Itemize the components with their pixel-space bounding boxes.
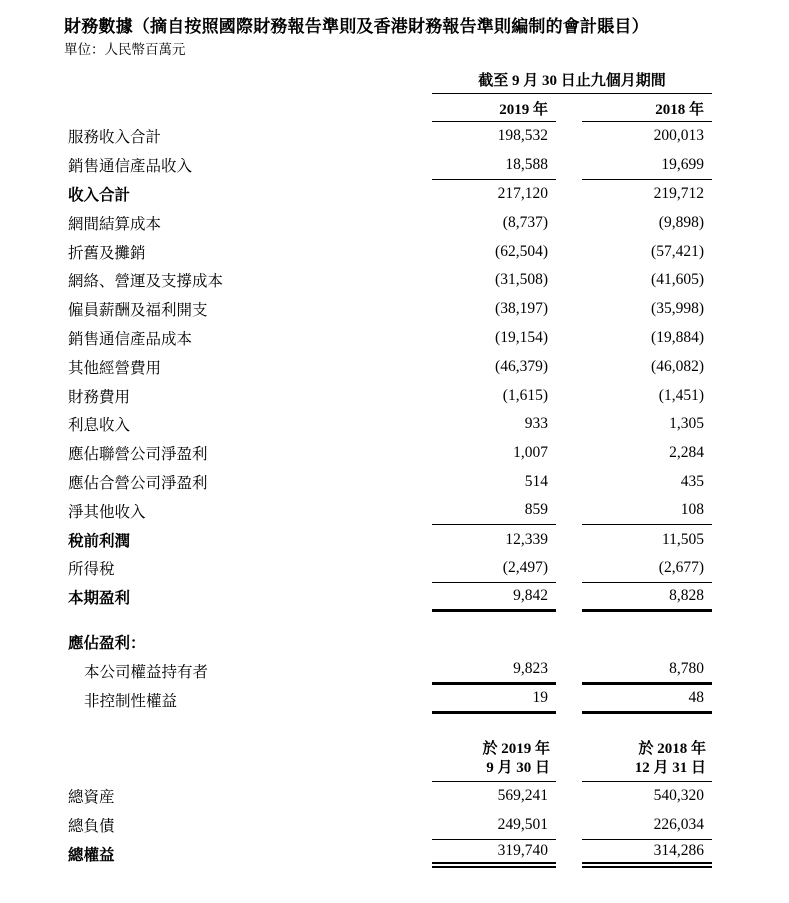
row-label: 非控制性權益 bbox=[84, 692, 178, 710]
value-cell: (2,497) bbox=[432, 554, 556, 583]
value-cell: (1,451) bbox=[658, 386, 704, 404]
spacer bbox=[64, 740, 432, 782]
row-label: 應佔合營公司淨盈利 bbox=[68, 474, 208, 492]
value-cell: 9,823 bbox=[432, 656, 556, 685]
row-label: 收入合計 bbox=[68, 186, 131, 204]
value-cell: 217,120 bbox=[497, 184, 548, 202]
column-header-2019: 2019 年 bbox=[432, 98, 556, 122]
value-cell: 314,286 bbox=[582, 840, 712, 869]
value-cell: 200,013 bbox=[653, 127, 704, 145]
value-cell: 2,284 bbox=[669, 444, 704, 462]
table-row bbox=[64, 554, 712, 583]
table-row bbox=[64, 295, 712, 324]
profit-attribution-table bbox=[64, 656, 712, 714]
value-cell: (38,197) bbox=[495, 300, 548, 318]
value-cell: (46,379) bbox=[495, 357, 548, 375]
value-cell: 11,505 bbox=[661, 530, 704, 548]
row-label: 服務收入合計 bbox=[68, 129, 162, 147]
row-label: 總負債 bbox=[68, 818, 115, 836]
balance-sheet-table bbox=[64, 782, 712, 868]
value-cell: 1,007 bbox=[513, 444, 548, 462]
header-line: 於 2019 年 bbox=[482, 740, 550, 757]
period-header: 截至 9 月 30 日止九個月期間 bbox=[432, 69, 712, 94]
value-cell bbox=[432, 628, 556, 657]
header-line: 9 月 30 日 bbox=[486, 759, 550, 776]
value-cell bbox=[582, 628, 712, 657]
profit-attribution-section bbox=[64, 628, 712, 714]
value-cell: (62,504) bbox=[495, 242, 548, 260]
column-header-2019-09-30 bbox=[432, 740, 556, 782]
value-cell: (41,605) bbox=[651, 271, 704, 289]
value-cell: 569,241 bbox=[497, 787, 548, 805]
row-label: 應佔聯營公司淨盈利 bbox=[68, 446, 208, 464]
table-row bbox=[64, 266, 712, 295]
column-header-2018: 2018 年 bbox=[582, 98, 712, 122]
value-cell: (31,508) bbox=[495, 271, 548, 289]
row-label: 淨其他收入 bbox=[68, 503, 146, 521]
table-row bbox=[64, 324, 712, 353]
row-label: 總權益 bbox=[68, 846, 115, 864]
value-cell: 19 bbox=[432, 685, 556, 714]
table-row bbox=[64, 237, 712, 266]
value-cell: (57,421) bbox=[651, 242, 704, 260]
value-cell: (8,737) bbox=[502, 213, 548, 231]
section-label: 應佔盈利： bbox=[68, 634, 146, 652]
table-row bbox=[64, 685, 712, 714]
row-label: 財務費用 bbox=[68, 388, 131, 406]
table-row bbox=[64, 525, 712, 554]
value-cell: 9,842 bbox=[432, 583, 556, 612]
value-cell: 1,305 bbox=[669, 415, 704, 433]
row-label: 其他經營費用 bbox=[68, 359, 162, 377]
unit-label: 單位：人民幣百萬元 bbox=[64, 42, 186, 57]
value-cell: 514 bbox=[524, 472, 548, 490]
year-header-row bbox=[64, 98, 712, 122]
spacer bbox=[64, 69, 432, 94]
row-label: 稅前利潤 bbox=[68, 532, 131, 550]
row-label: 本期盈利 bbox=[68, 590, 131, 608]
value-cell: 319,740 bbox=[432, 840, 556, 869]
value-cell: 12,339 bbox=[505, 530, 548, 548]
row-label: 折舊及攤銷 bbox=[68, 244, 146, 262]
value-cell: 859 bbox=[432, 496, 556, 525]
table-row bbox=[64, 381, 712, 410]
value-cell: (19,884) bbox=[651, 328, 704, 346]
section-header-row bbox=[64, 628, 712, 657]
income-statement-table bbox=[64, 122, 712, 612]
value-cell: 435 bbox=[680, 472, 704, 490]
value-cell: 48 bbox=[582, 685, 712, 714]
table-row bbox=[64, 656, 712, 685]
table-row bbox=[64, 811, 712, 840]
table-row bbox=[64, 583, 712, 612]
row-label: 銷售通信產品收入 bbox=[68, 158, 193, 176]
value-cell: (35,998) bbox=[651, 300, 704, 318]
table-row bbox=[64, 208, 712, 237]
value-cell: 933 bbox=[524, 415, 548, 433]
page-title: 財務數據（摘自按照國際財務報告準則及香港財務報告準則編制的會計賬目） bbox=[64, 17, 649, 36]
value-cell: (9,898) bbox=[658, 213, 704, 231]
header-line: 12 月 31 日 bbox=[634, 759, 706, 776]
value-cell: 8,780 bbox=[582, 656, 712, 685]
value-cell: 219,712 bbox=[653, 184, 704, 202]
value-cell: (46,082) bbox=[651, 357, 704, 375]
row-label: 僱員薪酬及福利開支 bbox=[68, 302, 208, 320]
value-cell: 19,699 bbox=[582, 151, 712, 180]
table-row bbox=[64, 782, 712, 811]
value-cell: 540,320 bbox=[653, 787, 704, 805]
row-label: 網間結算成本 bbox=[68, 215, 162, 233]
value-cell: 198,532 bbox=[497, 127, 548, 145]
value-cell: (19,154) bbox=[495, 328, 548, 346]
period-header-row bbox=[64, 69, 712, 94]
balance-sheet-section bbox=[64, 740, 712, 868]
column-header-2018-12-31 bbox=[582, 740, 712, 782]
value-cell: 8,828 bbox=[582, 583, 712, 612]
value-cell: 226,034 bbox=[582, 811, 712, 840]
table-row bbox=[64, 410, 712, 439]
value-cell: (2,677) bbox=[582, 554, 712, 583]
table-row bbox=[64, 439, 712, 468]
table-row bbox=[64, 496, 712, 525]
row-label: 總資産 bbox=[68, 789, 115, 807]
header-line: 於 2018 年 bbox=[638, 740, 706, 757]
table-row bbox=[64, 151, 712, 180]
row-label: 銷售通信產品成本 bbox=[68, 330, 193, 348]
balance-header-row bbox=[64, 740, 712, 782]
row-label: 所得稅 bbox=[68, 561, 115, 579]
table-row bbox=[64, 840, 712, 869]
value-cell: 249,501 bbox=[432, 811, 556, 840]
row-label: 網絡、營運及支撐成本 bbox=[68, 273, 224, 291]
row-label: 本公司權益持有者 bbox=[84, 663, 209, 681]
value-cell: 18,588 bbox=[432, 151, 556, 180]
table-row bbox=[64, 352, 712, 381]
spacer bbox=[64, 98, 432, 122]
value-cell: (1,615) bbox=[502, 386, 548, 404]
table-row bbox=[64, 122, 712, 151]
row-label: 利息收入 bbox=[68, 417, 131, 435]
table-row bbox=[64, 180, 712, 209]
table-row bbox=[64, 468, 712, 497]
value-cell: 108 bbox=[582, 496, 712, 525]
